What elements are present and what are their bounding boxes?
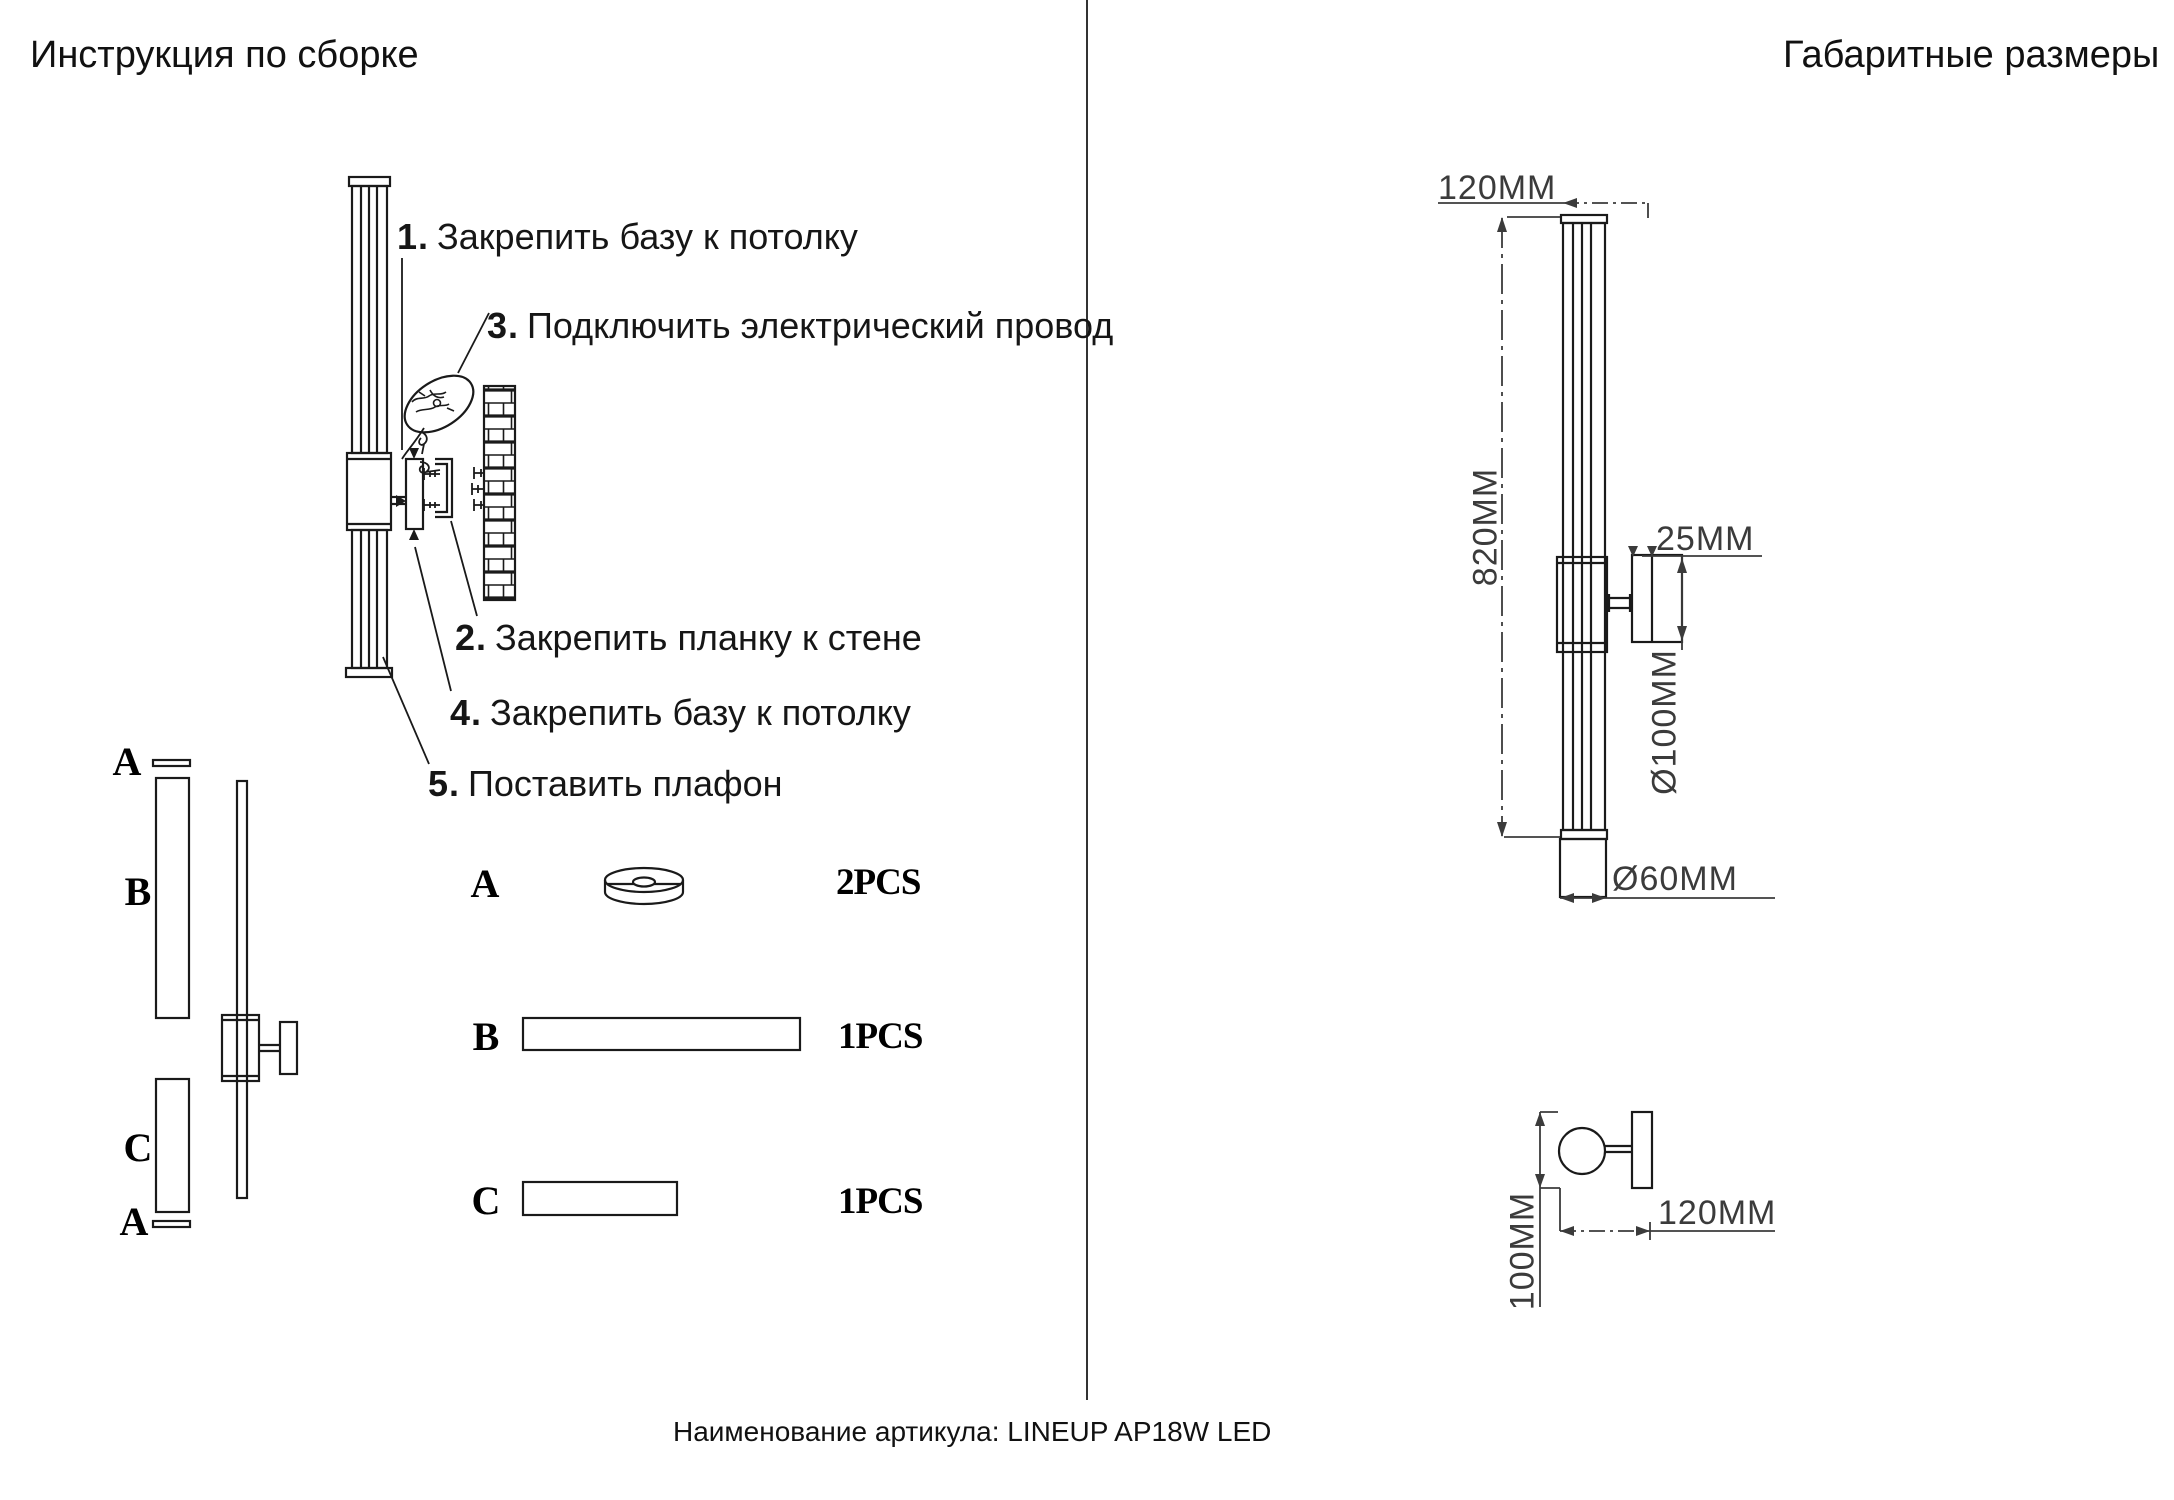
- dim-bottom-width: 120MM: [1658, 1194, 1777, 1232]
- wires-detail: [412, 390, 454, 412]
- dim-tube-diameter: Ø60MM: [1612, 860, 1738, 898]
- part-row-b-label: B: [472, 1014, 500, 1059]
- step-1-number: 1.: [397, 216, 430, 257]
- exploded-label-b: B: [124, 869, 152, 914]
- exploded-view-drawing: [153, 760, 297, 1227]
- right-title: Габаритные размеры: [1783, 34, 2160, 76]
- bolt-icon: [424, 468, 440, 511]
- step-5-number: 5.: [428, 763, 461, 804]
- exploded-label-a-bottom: A: [119, 1199, 149, 1244]
- part-row-a-label: A: [470, 861, 500, 906]
- step-5: [428, 763, 783, 805]
- step-1: [397, 216, 858, 258]
- step-2: [455, 617, 922, 659]
- step-2-number: 2.: [455, 617, 488, 658]
- dim-plate-diameter: Ø100MM: [1645, 649, 1684, 795]
- part-row-b-qty: 1PCS: [838, 1016, 923, 1057]
- part-c-bar-icon: [523, 1182, 677, 1215]
- step-4-text: Закрепить базу к потолку: [490, 692, 911, 733]
- article-name: Наименование артикула: LINEUP AP18W LED: [673, 1416, 1272, 1447]
- step-3-text: Подключить электрический провод: [527, 305, 1114, 346]
- step-5-text: Поставить плафон: [468, 763, 783, 804]
- step-1-text: Закрепить базу к потолку: [437, 216, 858, 257]
- part-row-a-qty: 2PCS: [836, 862, 921, 903]
- brick-wall: [484, 386, 515, 600]
- dim-height: 820MM: [1466, 467, 1505, 587]
- dim-plate-width: 25MM: [1656, 520, 1755, 558]
- exploded-label-c: C: [123, 1125, 153, 1170]
- step-4-number: 4.: [450, 692, 483, 733]
- dim-depth: 100MM: [1503, 1191, 1542, 1311]
- exploded-label-a-top: A: [112, 739, 142, 784]
- dim-top-width: 120MM: [1438, 169, 1557, 207]
- dimension-top-view: [1559, 1112, 1652, 1188]
- assembly-drawing: [346, 177, 515, 764]
- step-3: [487, 305, 1113, 347]
- step-4: [450, 692, 911, 734]
- step-2-text: Закрепить планку к стене: [495, 617, 922, 658]
- part-row-c-label: C: [471, 1178, 501, 1223]
- step-3-number: 3.: [487, 305, 520, 346]
- part-b-bar-icon: [523, 1018, 800, 1050]
- wall-bracket: [435, 459, 452, 517]
- left-title: Инструкция по сборке: [30, 34, 419, 76]
- part-a-ring-icon: [605, 868, 683, 904]
- part-row-c-qty: 1PCS: [838, 1181, 923, 1222]
